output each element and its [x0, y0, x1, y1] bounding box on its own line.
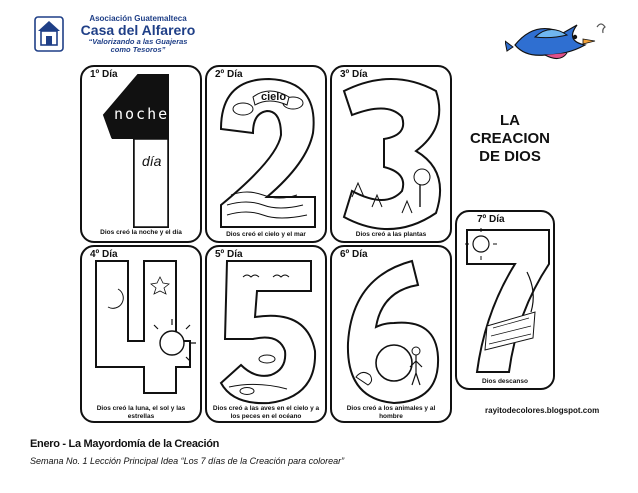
number-7-drawing: [457, 212, 555, 390]
day-label: 5º Día: [215, 249, 243, 260]
sky-word: cielo: [261, 91, 287, 103]
day-label: 4º Día: [90, 249, 118, 260]
day-label: 2º Día: [215, 69, 243, 80]
day-label: 7º Día: [477, 214, 505, 225]
day-5-card: [205, 245, 327, 423]
day-caption: Dios creó a las aves en el cielo y a los peces en el océano: [212, 405, 320, 420]
footer-heading: Enero - La Mayordomía de la Creación: [30, 438, 220, 450]
day-caption: Dios descanso: [482, 378, 528, 385]
day-caption: Dios creó a las plantas: [355, 231, 427, 238]
number-6-drawing: [332, 247, 452, 423]
logo-line-1: Asociación Guatemalteca: [89, 14, 187, 23]
title-line-2: CREACION: [469, 130, 550, 147]
logo-line-4: como Tesoros”: [110, 45, 166, 54]
number-5-drawing: [207, 247, 327, 423]
day-label: 6º Día: [340, 249, 368, 260]
day-caption: Dios creó la noche y el día: [100, 229, 182, 236]
house-logo-icon: [34, 16, 64, 52]
logo-line-2: Casa del Alfarero: [80, 22, 196, 38]
page-title: [455, 112, 565, 166]
logo-line-3: “Valorizando a las Guajeras: [88, 37, 188, 46]
footer-subtitle: Semana No. 1 Lección Principal Idea “Los 7 días de la Creación para colorear”: [30, 456, 345, 466]
day-6-card: [330, 245, 452, 423]
number-3-drawing: [332, 67, 452, 243]
day-caption: Dios creó a los animales y al hombre: [346, 405, 436, 420]
day-2-card: [205, 65, 327, 243]
number-4-drawing: [82, 247, 202, 423]
night-word: noche: [114, 105, 170, 123]
logo-text: [68, 14, 208, 54]
day-7-card: [455, 210, 555, 390]
website-credit: rayitodecolores.blogspot.com: [485, 406, 600, 415]
day-caption: Dios creó la luna, el sol y las estrellas: [96, 405, 186, 420]
day-3-card: [330, 65, 452, 243]
day-label: 1º Día: [90, 69, 118, 80]
day-caption: Dios creó el cielo y el mar: [226, 231, 306, 238]
day-word: día: [142, 153, 162, 169]
title-line-1: LA: [500, 112, 520, 129]
day-4-card: [80, 245, 202, 423]
bluebird-illustration: [505, 15, 610, 70]
title-line-3: DE DIOS: [479, 148, 541, 165]
organization-logo: [28, 12, 208, 62]
day-label: 3º Día: [340, 69, 368, 80]
day-1-card: [80, 65, 202, 243]
